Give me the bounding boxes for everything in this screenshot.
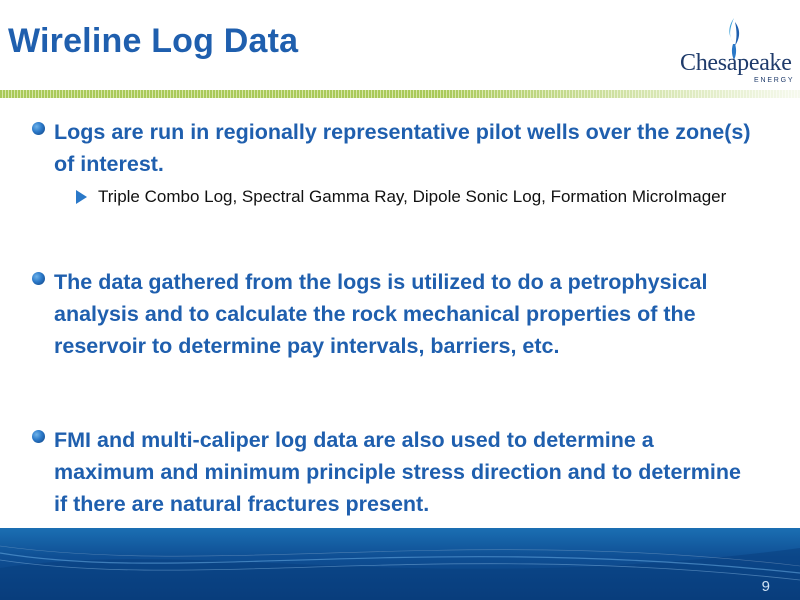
bullet-dot-icon (32, 430, 45, 443)
slide-title: Wireline Log Data (8, 22, 299, 60)
bullet-text: The data gathered from the logs is utilized to do a petrophysical analysis and to calculate the rock mechanical properties of the reservoir to determine pay intervals, barriers, etc. (54, 270, 708, 358)
sub-bullet-text: Triple Combo Log, Spectral Gamma Ray, Dipole Sonic Log, Formation MicroImager (98, 187, 727, 206)
logo-wordmark: Chesapeake (680, 50, 792, 76)
logo-subtitle: ENERGY (754, 77, 795, 84)
chesapeake-logo (676, 16, 794, 86)
title-divider-fade (0, 90, 800, 98)
bullet-text: FMI and multi-caliper log data are also used to determine a maximum and minimum principle stress direction and to determine if there are natural fractures present. (54, 428, 741, 516)
footer-wave-decoration (0, 528, 800, 600)
triangle-bullet-icon (76, 190, 87, 204)
page-number: 9 (761, 578, 770, 595)
bullet-dot-icon (32, 122, 45, 135)
bullet-text: Logs are run in regionally representative pilot wells over the zone(s) of interest. (54, 120, 751, 176)
footer-band (0, 528, 800, 600)
bullet-dot-icon (32, 272, 45, 285)
